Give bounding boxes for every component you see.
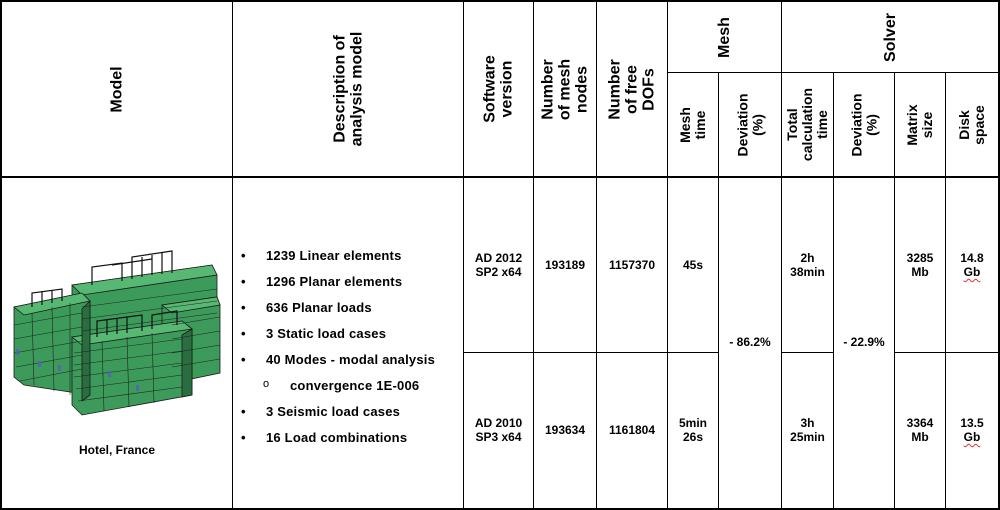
bullet-icon: • [241,274,246,289]
cell-total-calc-time: 2h 38min [790,251,825,279]
description-item [238,274,460,300]
header-free-dofs: Number of free DOFs [606,58,658,120]
cell-software-version: AD 2010 SP3 x64 [474,416,523,444]
bullet-icon: • [241,326,246,341]
cell-mesh-deviation: - 86.2% [729,335,771,349]
cell-software-version: AD 2012 SP2 x64 [474,251,523,279]
description-item [238,248,460,274]
bullet-icon: • [241,404,246,419]
cell-disk-space [946,415,998,445]
header-divider [0,176,1000,178]
header-mesh-time: Mesh time [677,106,708,143]
cell-solver-deviation: - 22.9% [843,335,885,349]
cell-free-dofs: 1157370 [608,258,656,272]
cell-mesh-time: 45s [682,258,704,272]
bullet-icon: • [241,430,246,445]
disk-space-unit: Gb [963,265,981,279]
description-item-text: convergence 1E-006 [290,378,420,393]
description-item-text: 3 Static load cases [266,326,387,341]
description-item [238,352,460,378]
header-matrix-size: Matrix size [904,103,935,146]
header-solver-deviation: Deviation (%) [848,92,880,157]
header-mesh-deviation: Deviation (%) [734,92,766,157]
description-item-text: 1239 Linear elements [266,248,402,263]
bullet-icon: • [241,248,246,263]
header-description: Description of analysis model [331,31,365,147]
description-item [238,404,460,430]
disk-space-value: 14.8 [960,251,984,265]
disk-space-value: 13.5 [960,416,984,430]
description-item [238,300,460,326]
bullet-icon: • [241,300,246,315]
header-total-calc-time: Total calculation time [784,87,831,162]
cell-mesh-nodes: 193189 [544,258,586,272]
description-item-text: 40 Modes - modal analysis [266,352,436,367]
cell-mesh-time: 5min 26s [678,416,707,444]
description-item [238,326,460,352]
description-subitem [238,378,460,404]
header-mesh-nodes: Number of mesh nodes [539,58,591,120]
cell-mesh-nodes: 193634 [544,423,586,437]
header-software-version: Software version [481,55,516,123]
header-model: Model [108,65,126,113]
description-list [238,248,460,456]
bullet-icon: • [241,352,246,367]
description-item [238,430,460,456]
row-divider-mid [781,352,833,353]
model-name: Hotel, France [78,443,156,457]
header-disk-space: Disk space [956,104,987,145]
disk-space-unit: Gb [963,430,981,444]
header-solver-group: Solver [881,12,899,62]
3d-building-model-icon [12,245,224,423]
cell-matrix-size: 3364 Mb [906,416,934,444]
cell-free-dofs: 1161804 [608,423,656,437]
cell-disk-space [946,250,998,280]
description-item-text: 16 Load combinations [266,430,408,445]
description-item-text: 3 Seismic load cases [266,404,401,419]
circle-bullet-icon: o [263,378,270,390]
description-item-text: 636 Planar loads [266,300,372,315]
cell-matrix-size: 3285 Mb [906,251,934,279]
header-mesh-group: Mesh [716,16,733,58]
row-divider-right [894,352,1000,353]
cell-total-calc-time: 3h 25min [790,416,825,444]
description-item-text: 1296 Planar elements [266,274,403,289]
row-divider-left [463,352,718,353]
